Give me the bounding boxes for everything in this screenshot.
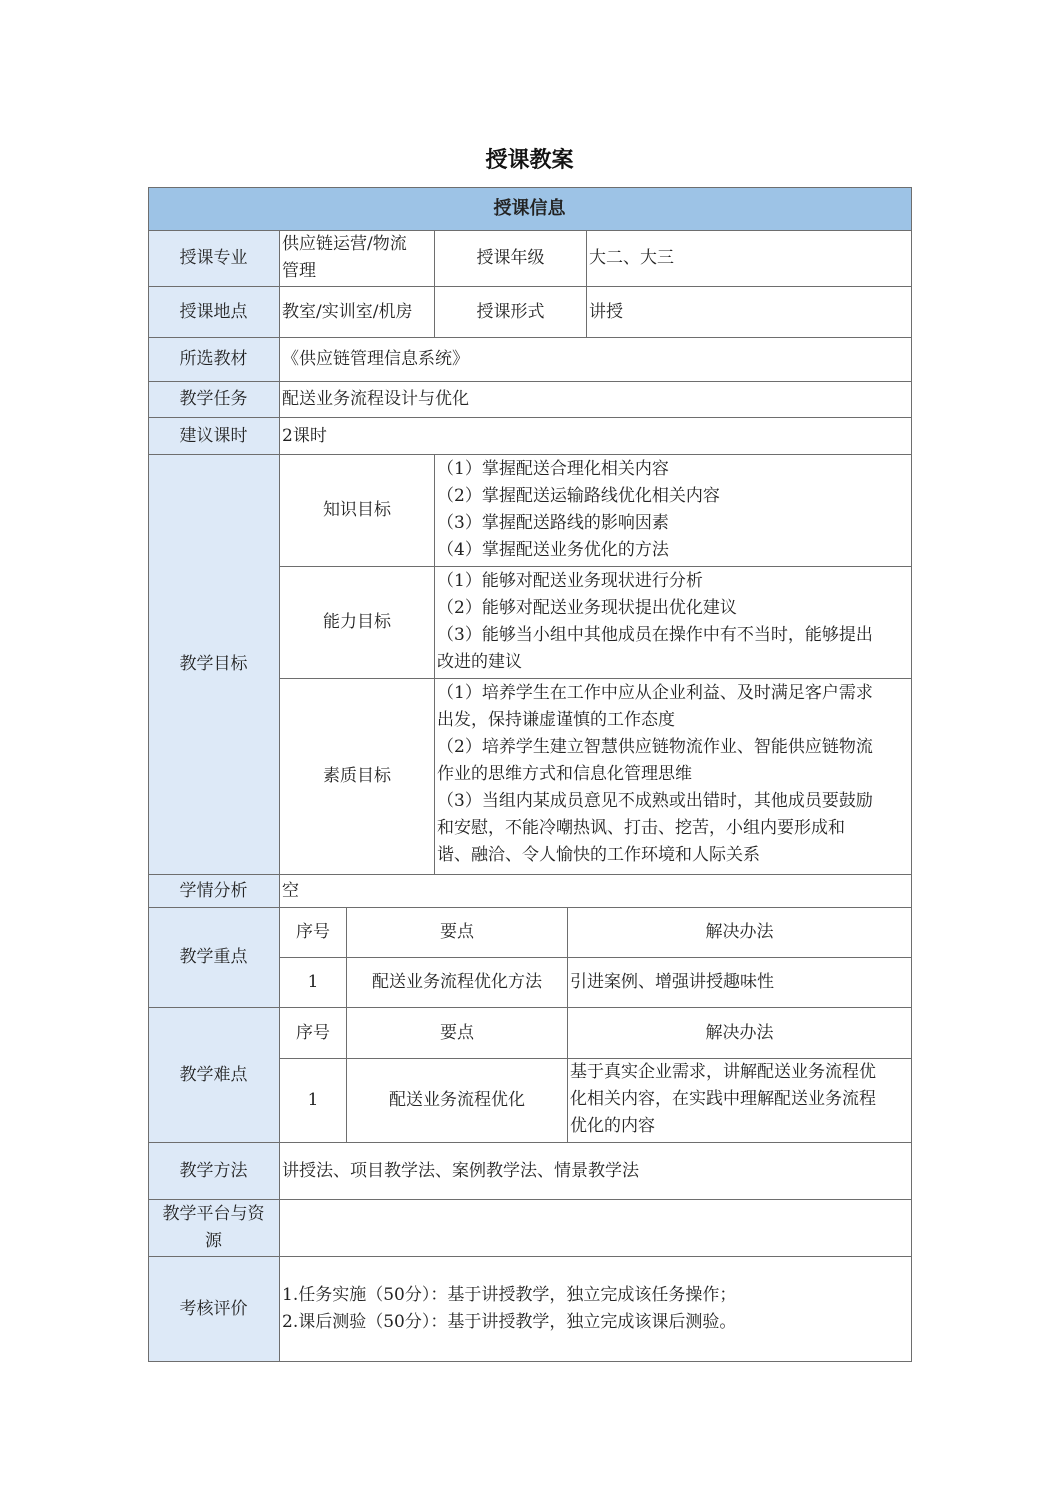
document-title: 授课教案 — [485, 148, 574, 173]
task-label: 教学任务 — [148, 382, 280, 418]
key-points-row-no: 1 — [280, 958, 347, 1008]
ability-objective-label: 能力目标 — [280, 567, 435, 679]
key-points-row-solution: 引进案例、增强讲授趣味性 — [568, 958, 912, 1008]
major-value: 供应链运营/物流 管理 — [280, 231, 435, 287]
difficulties-row-no: 1 — [280, 1059, 347, 1143]
knowledge-objective-list — [435, 455, 912, 567]
form-value: 讲授 — [587, 287, 912, 338]
difficulties-col-no: 序号 — [280, 1008, 347, 1059]
list-item: （2）能够对配送业务现状提出优化建议 — [437, 598, 737, 618]
list-item: （4）掌握配送业务优化的方法 — [437, 540, 669, 560]
methods-label: 教学方法 — [148, 1143, 280, 1200]
section-header: 授课信息 — [148, 187, 912, 231]
quality-objective-label: 素质目标 — [280, 679, 435, 875]
key-points-label: 教学重点 — [148, 908, 280, 1008]
list-item: 改进的建议 — [437, 652, 522, 672]
quality-objective-list — [435, 679, 912, 875]
hours-label: 建议课时 — [148, 418, 280, 455]
lesson-plan-table — [148, 187, 912, 1362]
list-item: （3）当组内某成员意见不成熟或出错时，其他成员要鼓励 — [437, 791, 873, 811]
hours-value: 2课时 — [280, 418, 912, 455]
list-item: 谐、融洽、令人愉快的工作环境和人际关系 — [437, 845, 760, 865]
list-item: （2）掌握配送运输路线优化相关内容 — [437, 486, 720, 506]
difficulties-row-solution: 基于真实企业需求，讲解配送业务流程优 化相关内容，在实践中理解配送业务流程 优化的内容 — [568, 1059, 912, 1143]
textbook-value: 《供应链管理信息系统》 — [280, 338, 912, 382]
list-item: （1）能够对配送业务现状进行分析 — [437, 571, 703, 591]
task-value: 配送业务流程设计与优化 — [280, 382, 912, 418]
list-item: （2）培养学生建立智慧供应链物流作业、智能供应链物流 — [437, 737, 873, 757]
list-item: 作业的思维方式和信息化管理思维 — [437, 764, 692, 784]
assessment-label: 考核评价 — [148, 1257, 280, 1362]
major-label: 授课专业 — [148, 231, 280, 287]
key-points-col-point: 要点 — [347, 908, 568, 958]
form-label: 授课形式 — [435, 287, 587, 338]
grade-value: 大二、大三 — [587, 231, 912, 287]
platform-value — [280, 1200, 912, 1257]
list-item: 2.课后测验（50分）：基于讲授教学，独立完成该课后测验。 — [282, 1312, 737, 1332]
assessment-list — [280, 1257, 912, 1362]
ability-objective-list — [435, 567, 912, 679]
difficulties-col-point: 要点 — [347, 1008, 568, 1059]
location-label: 授课地点 — [148, 287, 280, 338]
platform-label: 教学平台与资 源 — [148, 1200, 280, 1257]
list-item: （1）掌握配送合理化相关内容 — [437, 459, 669, 479]
list-item: （3）掌握配送路线的影响因素 — [437, 513, 669, 533]
location-value: 教室/实训室/机房 — [280, 287, 435, 338]
key-points-col-solution: 解决办法 — [568, 908, 912, 958]
objectives-label: 教学目标 — [148, 455, 280, 875]
key-points-col-no: 序号 — [280, 908, 347, 958]
list-item: （1）培养学生在工作中应从企业利益、及时满足客户需求 — [437, 683, 873, 703]
difficulties-label: 教学难点 — [148, 1008, 280, 1143]
knowledge-objective-label: 知识目标 — [280, 455, 435, 567]
difficulties-col-solution: 解决办法 — [568, 1008, 912, 1059]
analysis-label: 学情分析 — [148, 875, 280, 908]
list-item: （3）能够当小组中其他成员在操作中有不当时，能够提出 — [437, 625, 873, 645]
methods-value: 讲授法、项目教学法、案例教学法、情景教学法 — [280, 1143, 912, 1200]
difficulties-row-point: 配送业务流程优化 — [347, 1059, 568, 1143]
analysis-value: 空 — [280, 875, 912, 908]
list-item: 1.任务实施（50分）：基于讲授教学，独立完成该任务操作； — [282, 1285, 737, 1305]
grade-label: 授课年级 — [435, 231, 587, 287]
textbook-label: 所选教材 — [148, 338, 280, 382]
list-item: 和安慰，不能冷嘲热讽、打击、挖苦，小组内要形成和 — [437, 818, 845, 838]
list-item: 出发，保持谦虚谨慎的工作态度 — [437, 710, 675, 730]
key-points-row-point: 配送业务流程优化方法 — [347, 958, 568, 1008]
